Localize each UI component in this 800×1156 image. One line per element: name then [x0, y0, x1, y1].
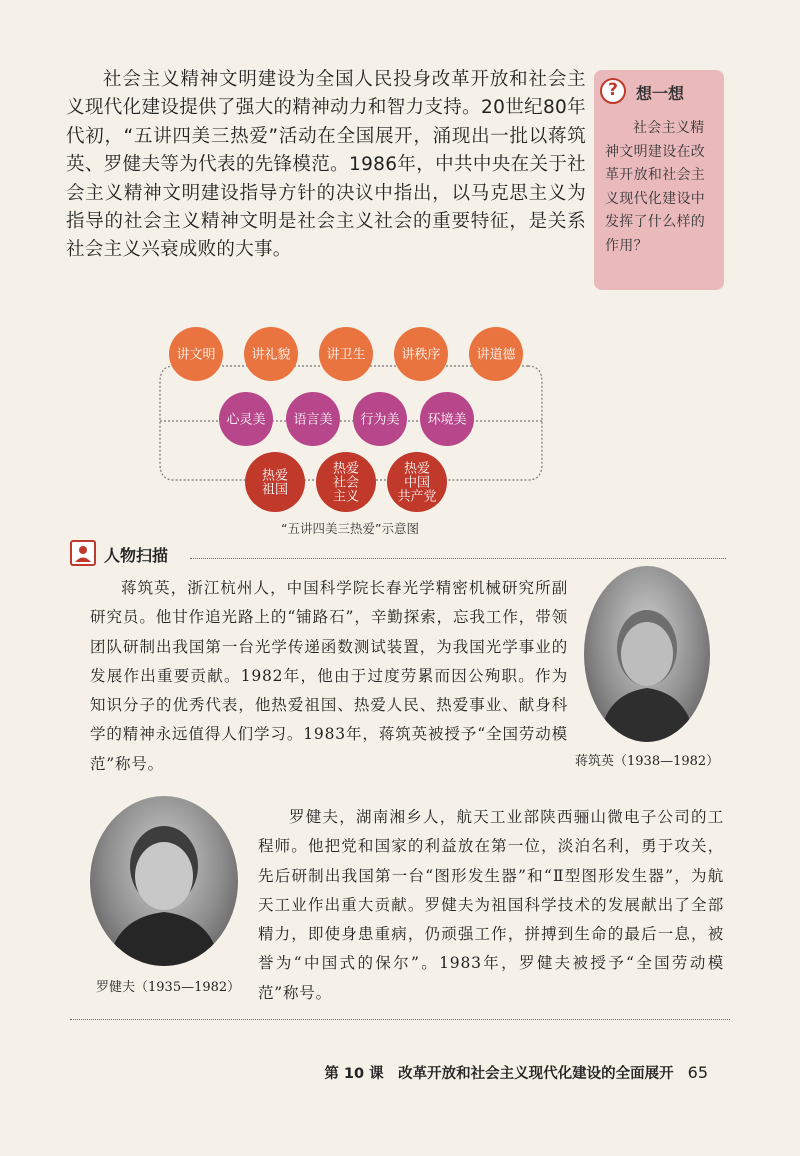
love-node-1-label: 热爱祖国	[261, 468, 289, 498]
page-footer	[324, 1062, 708, 1083]
person1-bio: 蒋筑英，浙江杭州人，中国科学院长春光学精密机械研究所副研究员。他甘作追光路上的“铺路石”，辛勤探索，忘我工作，带领团队研制出我国第一台光学传递函数测试装置，为我国光学事业的发展作出重要贡献。1982年，他由于过度劳累而因公殉职。作为知识分子的优秀代表，他热爱祖国、热爱人民、热爱事业、献身科学的精神永远值得人们学习。1983年，蒋筑英被授予“全国劳动模范”称号。	[90, 579, 568, 773]
love-node-3-label: 热爱中国共产党	[397, 461, 437, 505]
section-divider	[190, 558, 726, 559]
section-title: 人物扫描	[104, 546, 169, 565]
lecture-node-1-label: 讲文明	[176, 347, 216, 363]
beauty-node-2-label: 语言美	[293, 412, 333, 428]
lecture-node-4-label: 讲秩序	[401, 347, 441, 363]
lecture-node-3-label: 讲卫生	[326, 347, 366, 363]
beauty-node-4-label: 环境美	[427, 412, 467, 428]
person-card-icon	[70, 540, 96, 566]
person2-portrait	[90, 796, 238, 966]
beauty-node-1-label: 心灵美	[226, 412, 266, 428]
lesson-title: 第 10 课 改革开放和社会主义现代化建设的全面展开	[324, 1066, 674, 1082]
lecture-node-5-label: 讲道德	[476, 347, 516, 363]
think-box	[594, 70, 724, 290]
person2-bio: 罗健夫，湖南湘乡人，航天工业部陕西骊山微电子公司的工程师。他把党和国家的利益放在第一位，淡泊名利，勇于攻关，先后研制出我国第一台“图形发生器”和“Ⅱ型图形发生器”，为航天工业作出重大贡献。罗健夫为祖国科学技术的发展献出了全部精力，即使身患重病，仍顽强工作，拼搏到生命的最后一息，被誉为“中国式的保尔”。1983年，罗健夫被授予“全国劳动模范”称号。	[258, 808, 724, 1002]
diagram-caption: “五讲四美三热爱”示意图	[281, 521, 419, 536]
lecture-node-2-label: 讲礼貌	[251, 347, 291, 363]
five-four-three-diagram	[158, 326, 548, 516]
think-box-title: 想一想	[636, 84, 685, 103]
person2-caption: 罗健夫（1935—1982）	[96, 980, 241, 995]
person1-portrait	[584, 566, 710, 742]
main-paragraph: 社会主义精神文明建设为全国人民投身改革开放和社会主义现代化建设提供了强大的精神动力和智力支持。20世纪80年代初，“五讲四美三热爱”活动在全国展开，涌现出一批以蒋筑英、罗健夫等为代表的先锋模范。1986年，中共中央在关于社会主义精神文明建设指导方针的决议中指出，以马克思主义为指导的社会主义精神文明是社会主义社会的重要特征，是关系社会主义兴衰成败的大事。	[66, 69, 586, 261]
beauty-node-3-label: 行为美	[360, 412, 400, 428]
love-node-2-label: 热爱社会主义	[332, 461, 360, 505]
person1-caption: 蒋筑英（1938—1982）	[575, 754, 720, 769]
bottom-divider	[70, 1019, 730, 1020]
think-box-body: 社会主义精神文明建设在改革开放和社会主义现代化建设中发挥了什么样的作用？	[605, 120, 706, 254]
page-number: 65	[687, 1063, 708, 1082]
question-icon: ?	[600, 78, 626, 104]
